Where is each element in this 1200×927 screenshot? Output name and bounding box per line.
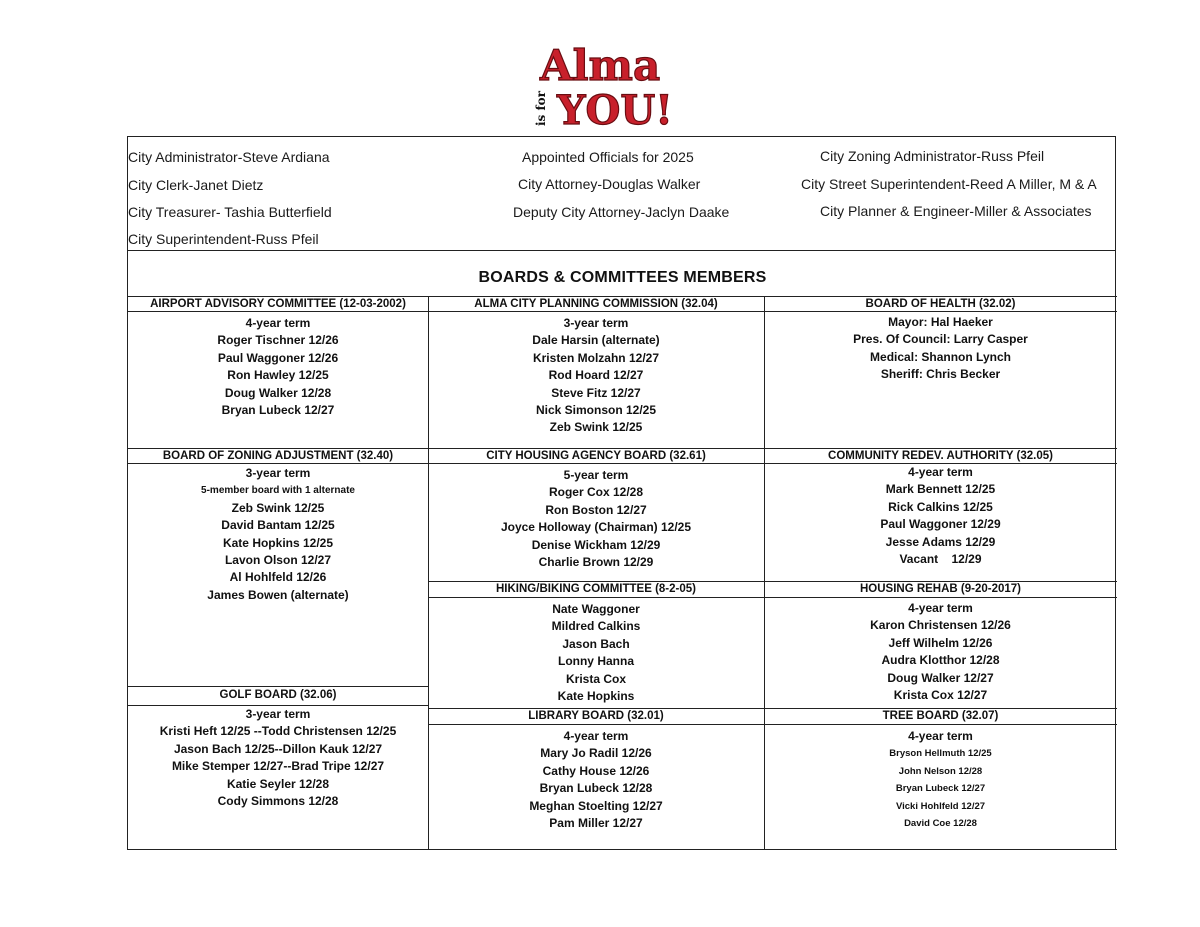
list-item: 3-year term bbox=[245, 466, 311, 480]
divider bbox=[128, 448, 1117, 449]
list-item: Ron Hawley 12/25 bbox=[227, 368, 329, 383]
list-item: Jason Bach bbox=[562, 636, 630, 651]
list-item: David Bantam 12/25 bbox=[221, 518, 335, 533]
logo-graphic bbox=[532, 40, 692, 128]
list-item: Cody Simmons 12/28 bbox=[217, 794, 339, 809]
housing-rehab-title: HOUSING REHAB (9-20-2017) bbox=[859, 583, 1022, 595]
list-item: Al Hohlfeld 12/26 bbox=[229, 570, 327, 585]
officials-box bbox=[127, 136, 1116, 251]
list-item: Paul Waggoner 12/29 bbox=[880, 517, 1001, 532]
list-item: Vacant 12/29 bbox=[899, 552, 982, 567]
official-street-superintendent: City Street Superintendent-Reed A Miller, M & A bbox=[801, 176, 1097, 192]
list-item: Lonny Hanna bbox=[557, 654, 634, 669]
list-item: 4-year term bbox=[908, 729, 973, 743]
logo-word-top: Alma bbox=[540, 41, 661, 90]
list-item: Jason Bach 12/25--Dillon Kauk 12/27 bbox=[173, 741, 383, 756]
redevelopment-authority-title: COMMUNITY REDEV. AUTHORITY (32.05) bbox=[828, 450, 1053, 462]
list-item: 5-member board with 1 alternate bbox=[201, 485, 355, 497]
official-administrator: City Administrator-Steve Ardiana bbox=[128, 149, 330, 165]
official-planner-engineer: City Planner & Engineer-Miller & Associates bbox=[820, 203, 1092, 219]
list-item: Roger Tischner 12/26 bbox=[217, 333, 339, 348]
official-treasurer: City Treasurer- Tashia Butterfield bbox=[128, 204, 332, 220]
list-item: Zeb Swink 12/25 bbox=[231, 500, 325, 515]
list-item: Jesse Adams 12/29 bbox=[885, 534, 996, 549]
list-item: Lavon Olson 12/27 bbox=[224, 553, 332, 568]
housing-agency-members bbox=[428, 467, 764, 571]
list-item: 3-year term bbox=[563, 316, 629, 330]
list-item: 4-year term bbox=[245, 316, 311, 330]
list-item: Meghan Stoelting 12/27 bbox=[529, 798, 663, 813]
list-item: Mayor: Hal Haeker bbox=[888, 315, 993, 329]
list-item: Mary Jo Radil 12/26 bbox=[540, 746, 652, 761]
divider bbox=[128, 686, 428, 687]
list-item: Steve Fitz 12/27 bbox=[551, 385, 641, 400]
list-item: Mike Stemper 12/27--Brad Tripe 12/27 bbox=[171, 759, 385, 774]
list-item: David Coe 12/28 bbox=[904, 818, 977, 830]
list-item: Mildred Calkins bbox=[551, 619, 641, 634]
list-item: Medical: Shannon Lynch bbox=[870, 349, 1011, 364]
list-item: Bryan Lubeck 12/27 bbox=[895, 783, 986, 795]
list-item: Katie Seyler 12/28 bbox=[226, 776, 330, 791]
list-item: Bryan Lubeck 12/28 bbox=[539, 781, 653, 796]
list-item: Bryson Hellmuth 12/25 bbox=[889, 748, 992, 760]
list-item: Nick Simonson 12/25 bbox=[535, 403, 657, 418]
planning-commission-members bbox=[428, 315, 764, 437]
official-zoning-administrator: City Zoning Administrator-Russ Pfeil bbox=[820, 148, 1045, 164]
list-item: Krista Cox 12/27 bbox=[893, 688, 988, 703]
boards-title: BOARDS & COMMITTEES MEMBERS bbox=[478, 269, 767, 286]
divider bbox=[428, 581, 1117, 582]
list-item: Roger Cox 12/28 bbox=[548, 485, 644, 500]
list-item: Rod Hoard 12/27 bbox=[548, 368, 644, 383]
hiking-biking-members bbox=[428, 601, 764, 705]
housing-rehab-members bbox=[764, 600, 1117, 704]
list-item: Cathy House 12/26 bbox=[542, 763, 650, 778]
list-item: Dale Harsin (alternate) bbox=[532, 333, 660, 348]
boards-section bbox=[127, 250, 1116, 850]
board-of-health-title: BOARD OF HEALTH (32.02) bbox=[865, 298, 1016, 310]
official-attorney: City Attorney-Douglas Walker bbox=[518, 176, 701, 192]
library-board-members bbox=[428, 728, 764, 832]
list-item: Kate Hopkins 12/25 bbox=[222, 535, 334, 550]
list-item: Pam Miller 12/27 bbox=[549, 816, 643, 831]
list-item: 4-year term bbox=[563, 729, 629, 743]
alma-logo bbox=[532, 40, 692, 128]
appointed-officials-heading: Appointed Officials for 2025 bbox=[522, 149, 694, 165]
redevelopment-authority-members bbox=[764, 464, 1117, 568]
tree-board-title: TREE BOARD (32.07) bbox=[882, 710, 999, 722]
list-item: Mark Bennett 12/25 bbox=[885, 482, 996, 497]
list-item: Vicki Hohlfeld 12/27 bbox=[895, 800, 986, 812]
divider bbox=[428, 597, 1117, 598]
divider bbox=[428, 708, 1117, 709]
official-clerk: City Clerk-Janet Dietz bbox=[128, 177, 264, 193]
zoning-adjustment-title: BOARD OF ZONING ADJUSTMENT (32.40) bbox=[162, 450, 394, 462]
divider bbox=[128, 849, 1117, 850]
airport-committee-title: AIRPORT ADVISORY COMMITTEE (12-03-2002) bbox=[150, 298, 406, 310]
zoning-adjustment-members bbox=[128, 465, 428, 604]
list-item: Kristen Molzahn 12/27 bbox=[532, 350, 660, 365]
list-item: Rick Calkins 12/25 bbox=[888, 499, 993, 514]
list-item: Krista Cox bbox=[565, 671, 627, 686]
list-item: Charlie Brown 12/29 bbox=[538, 555, 654, 570]
list-item: Bryan Lubeck 12/27 bbox=[221, 403, 335, 418]
list-item: Doug Walker 12/27 bbox=[887, 670, 994, 685]
tree-board-members bbox=[764, 728, 1117, 832]
list-item: 4-year term bbox=[908, 465, 973, 479]
hiking-biking-title: HIKING/BIKING COMMITTEE (8-2-05) bbox=[496, 583, 696, 595]
airport-committee-members bbox=[128, 315, 428, 419]
list-item: John Nelson 12/28 bbox=[898, 765, 983, 777]
golf-board-title: GOLF BOARD (32.06) bbox=[219, 689, 337, 701]
official-superintendent: City Superintendent-Russ Pfeil bbox=[128, 231, 319, 247]
list-item: Nate Waggoner bbox=[552, 602, 640, 616]
list-item: James Bowen (alternate) bbox=[207, 587, 349, 602]
list-item: 3-year term bbox=[245, 707, 311, 721]
housing-agency-title: CITY HOUSING AGENCY BOARD (32.61) bbox=[486, 450, 706, 462]
list-item: Pres. Of Council: Larry Casper bbox=[853, 332, 1028, 347]
list-item: Kate Hopkins bbox=[557, 689, 635, 704]
official-deputy-attorney: Deputy City Attorney-Jaclyn Daake bbox=[513, 204, 730, 220]
list-item: Paul Waggoner 12/26 bbox=[217, 350, 339, 365]
list-item: Jeff Wilhelm 12/26 bbox=[888, 635, 993, 650]
divider bbox=[128, 311, 1117, 312]
logo-word-bottom: YOU! bbox=[557, 87, 673, 128]
list-item: 5-year term bbox=[563, 468, 629, 482]
list-item: Sheriff: Chris Becker bbox=[880, 367, 1001, 382]
board-of-health-members bbox=[764, 314, 1117, 384]
logo-word-side: is for bbox=[534, 91, 548, 126]
list-item: Kristi Heft 12/25 --Todd Christensen 12/25 bbox=[159, 724, 397, 739]
list-item: Denise Wickham 12/29 bbox=[531, 537, 661, 552]
golf-board-members bbox=[128, 706, 428, 810]
list-item: 4-year term bbox=[908, 601, 973, 615]
planning-commission-title: ALMA CITY PLANNING COMMISSION (32.04) bbox=[474, 298, 718, 310]
divider bbox=[128, 296, 1117, 297]
list-item: Ron Boston 12/27 bbox=[545, 502, 647, 517]
list-item: Karon Christensen 12/26 bbox=[870, 618, 1011, 633]
list-item: Zeb Swink 12/25 bbox=[549, 420, 643, 435]
library-board-title: LIBRARY BOARD (32.01) bbox=[528, 710, 664, 722]
list-item: Audra Klotthor 12/28 bbox=[881, 653, 1000, 668]
list-item: Joyce Holloway (Chairman) 12/25 bbox=[500, 520, 692, 535]
list-item: Doug Walker 12/28 bbox=[224, 385, 332, 400]
divider bbox=[428, 724, 1117, 725]
